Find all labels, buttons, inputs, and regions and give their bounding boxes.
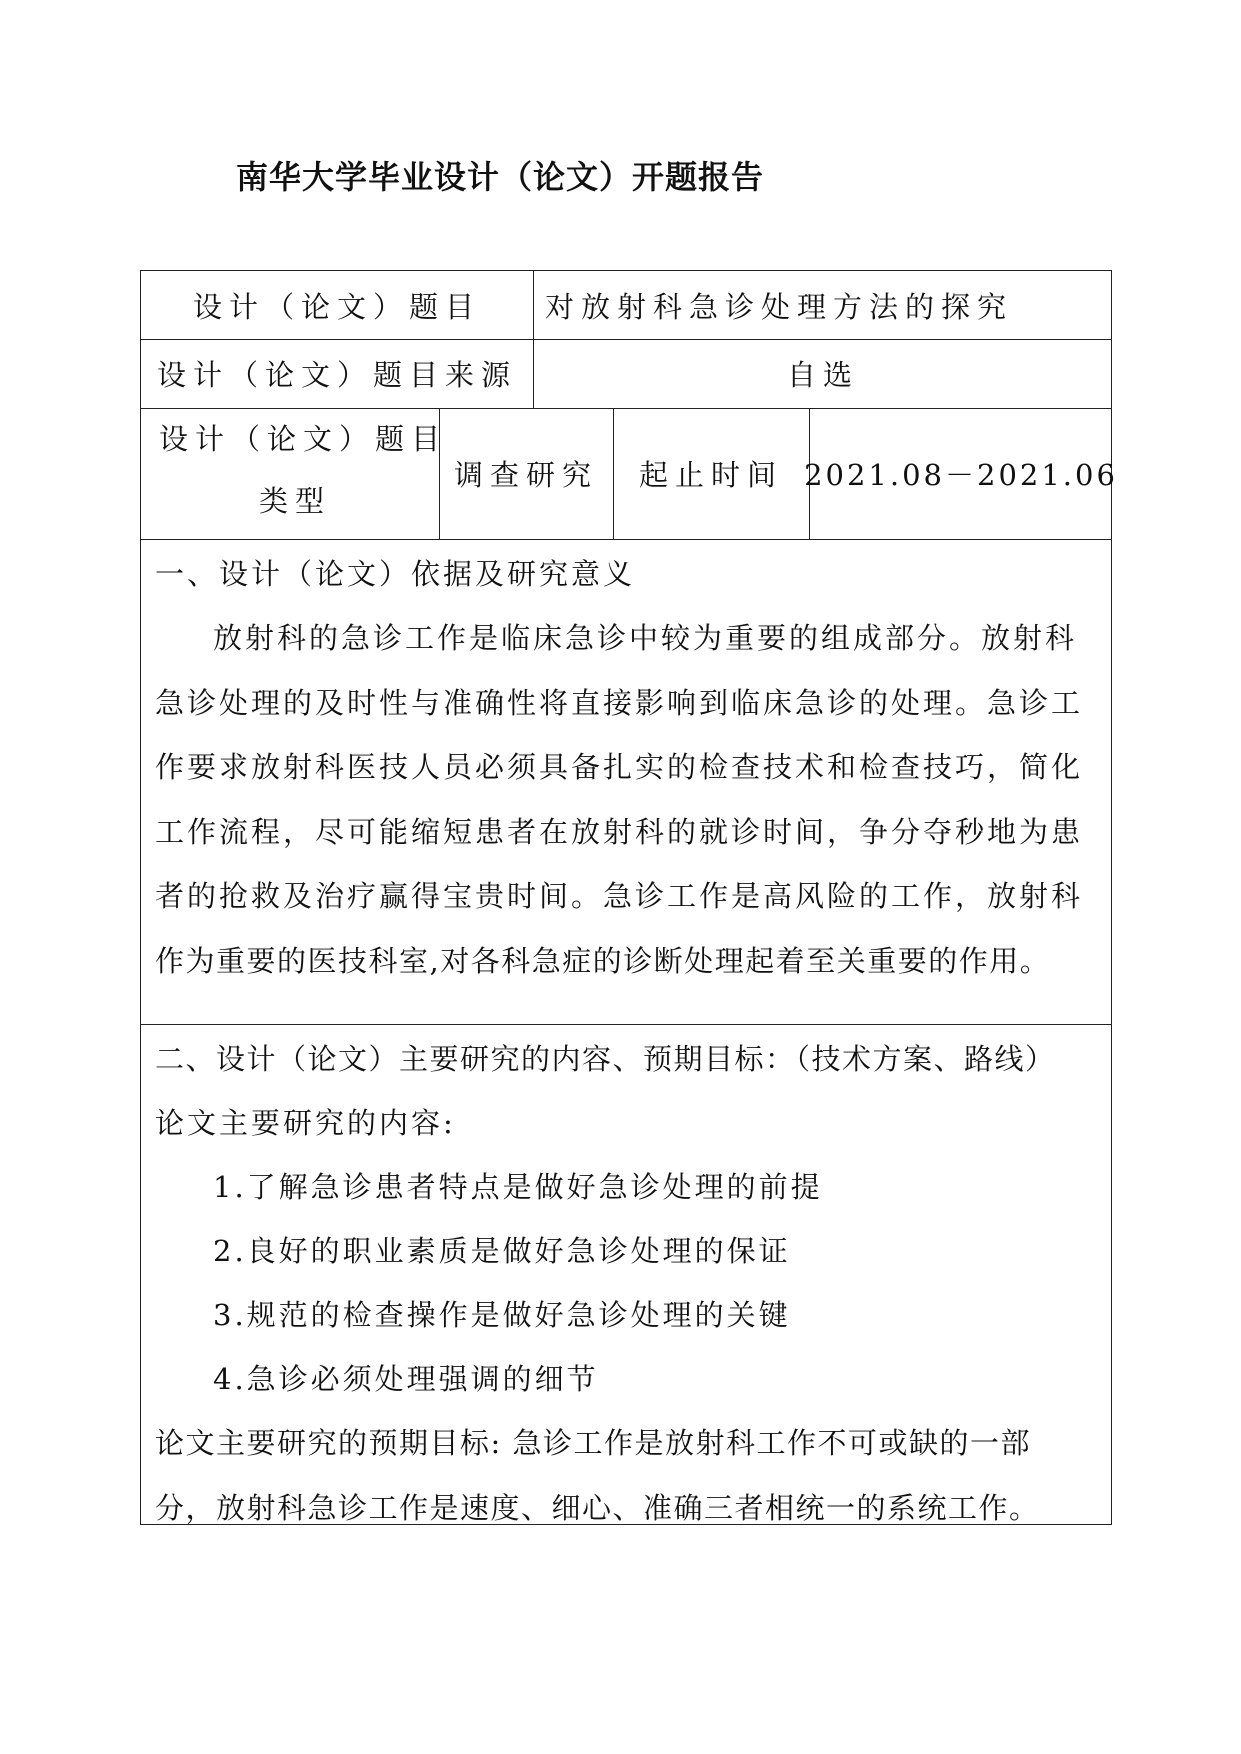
list-item: 2.良好的职业素质是做好急诊处理的保证 [213, 1234, 791, 1268]
content-label: 论文主要研究的内容: [155, 1106, 456, 1140]
paragraph-line: 作为重要的医技科室,对各科急症的诊断处理起着至关重要的作用。 [155, 943, 1051, 978]
topic-value: 对放射科急诊处理方法的探究 [545, 289, 1014, 324]
topic-label: 设计（论文）题目 [192, 289, 481, 324]
period-label: 起止时间 [638, 458, 783, 492]
paragraph-line: 工作流程，尽可能缩短患者在放射科的就诊时间，争分夺秒地为患 [155, 814, 1084, 849]
section-content-goals [155, 1027, 1105, 1540]
paragraph-line: 放射科的急诊工作是临床急诊中较为重要的组成部分。放射科 [213, 621, 1078, 655]
section2-heading: 二、设计（论文）主要研究的内容、预期目标：（技术方案、路线） [155, 1042, 1056, 1076]
list-item: 1.了解急诊患者特点是做好急诊处理的前提 [213, 1170, 823, 1204]
paragraph-line: 急诊处理的及时性与准确性将直接影响到临床急诊的处理。急诊工 [155, 685, 1084, 720]
row-divider [141, 1024, 1111, 1025]
paragraph-line: 者的抢救及治疗赢得宝贵时间。急诊工作是高风险的工作，放射科 [155, 879, 1084, 913]
goal-line: 分，放射科急诊工作是速度、细心、准确三者相统一的系统工作。 [155, 1490, 1040, 1525]
topic-source-value: 自选 [786, 358, 859, 392]
topic-type-label [141, 401, 448, 531]
section-basis-significance [155, 542, 1105, 993]
row-divider [141, 539, 1111, 540]
topic-type-label-line2: 类型 [259, 484, 332, 518]
topic-type-label-line1: 设计（论文）题目 [159, 422, 448, 456]
period-value: 2021.08－2021.06 [804, 458, 1118, 492]
list-item: 4.急诊必须处理强调的细节 [213, 1362, 599, 1396]
paragraph-line: 作要求放射科医技人员必须具备扎实的检查技术和检查技巧，简化 [155, 750, 1084, 784]
goal-line: 论文主要研究的预期目标: 急诊工作是放射科工作不可或缺的一部 [155, 1426, 1031, 1460]
topic-source-label: 设计（论文）题目来源 [156, 358, 517, 392]
proposal-form-table [140, 270, 1118, 1525]
document-title: 南华大学毕业设计（论文）开题报告 [236, 158, 765, 196]
section1-heading: 一、设计（论文）依据及研究意义 [155, 557, 636, 591]
list-item: 3.规范的检查操作是做好急诊处理的关键 [213, 1298, 791, 1332]
topic-type-value: 调查研究 [453, 458, 598, 492]
